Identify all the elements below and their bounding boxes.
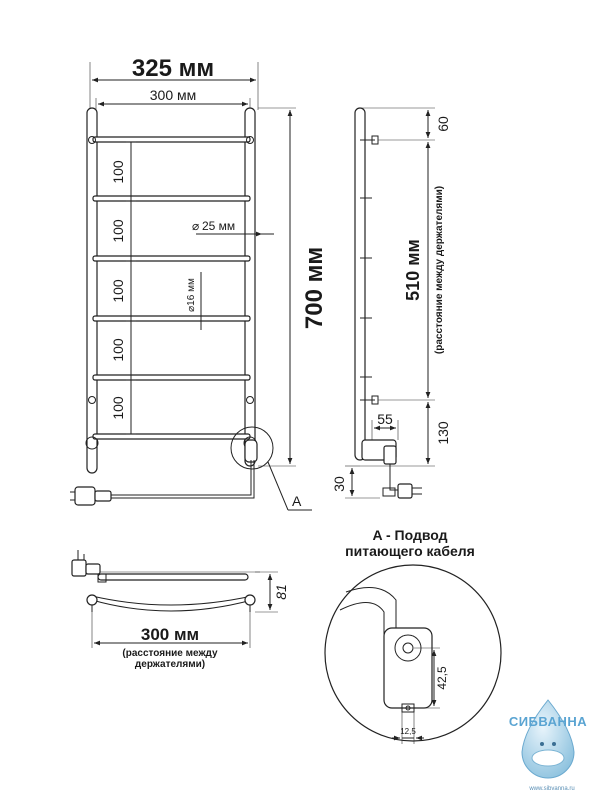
holder-spacing-label: 510 мм [403,239,423,301]
top-view-bar [98,574,248,580]
tube-diameter-label: 25 мм [202,219,236,233]
top-holder-spacing-label: 300 мм [140,625,200,644]
width-overall-label: 325 мм [131,55,215,82]
holder-spacing-note: (расстояние между держателями) [434,185,445,355]
heater-offset-label: 55 [377,411,393,427]
width-inner-label: 300 мм [149,87,197,103]
detail-a [325,527,501,744]
step-label-4: 100 [110,338,126,362]
right-tube [245,108,255,466]
top-view-plug [72,560,86,576]
front-view [70,55,328,510]
top-view [72,550,289,670]
brand-name: СИБВАННА [508,714,588,729]
top-offset-label: 60 [435,116,451,132]
detail-vertical-label: 42,5 [435,666,449,690]
callout-leader [268,462,288,510]
side-tube [355,108,365,460]
rung-diameter-label: ⌀16 мм [186,278,197,312]
step-label-5: 100 [110,396,126,420]
bottom-offset-label: 130 [435,421,451,445]
step-label-1: 100 [110,160,126,184]
detail-horizontal-label: 12,5 [400,727,416,736]
side-view [331,108,451,498]
step-label-3: 100 [110,279,126,303]
brand-url: www.sibvanna.ru [529,786,575,792]
brand-logo [509,700,587,792]
plug [75,487,95,505]
detail-title-line1: A - Подвод [372,527,448,543]
depth-label: 81 [273,584,289,600]
height-overall-label: 700 мм [301,246,328,330]
detail-title-line2: питающего кабеля [345,543,475,559]
cable-offset-label: 30 [331,476,347,492]
top-holder-spacing-note-1: (расстояние между [122,648,218,659]
callout-label: A [292,493,302,509]
step-label-2: 100 [110,219,126,243]
svg-text:⌀: ⌀ [192,219,200,233]
left-tube [87,108,97,473]
top-holder-spacing-note-2: держателями) [134,659,206,670]
